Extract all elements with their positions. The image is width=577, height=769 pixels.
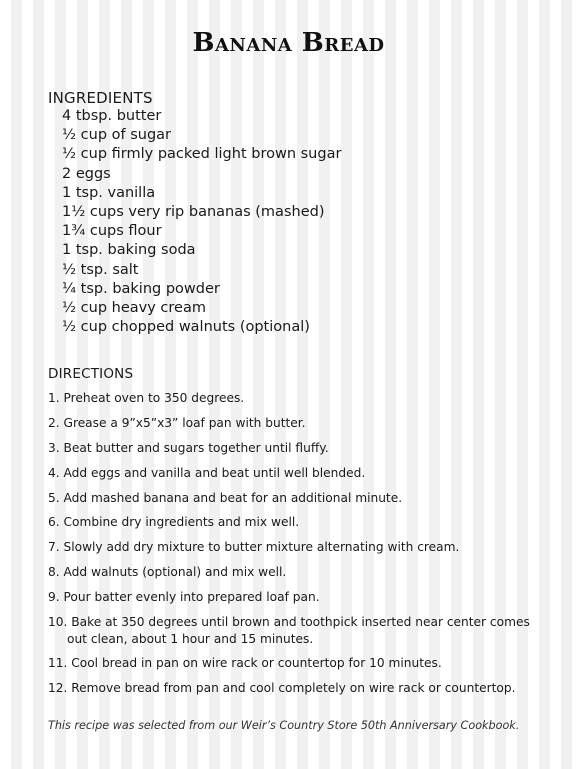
directions-heading: DIRECTIONS xyxy=(48,366,134,382)
directions-list xyxy=(48,390,538,705)
ingredient-item: 1 tsp. baking soda xyxy=(62,242,196,259)
ingredient-item: ½ tsp. salt xyxy=(62,261,139,278)
direction-step: 1. Preheat oven to 350 degrees. xyxy=(48,391,245,405)
ingredient-item: 1¾ cups flour xyxy=(62,223,162,240)
ingredients-list xyxy=(62,107,341,337)
direction-step: 8. Add walnuts (optional) and mix well. xyxy=(48,565,287,580)
direction-step: 12. Remove bread from pan and cool completely on wire rack or countertop. xyxy=(48,681,516,696)
recipe-title: Banana Bread xyxy=(192,28,385,58)
direction-step: 3. Beat butter and sugars together until fluffy. xyxy=(48,440,329,455)
ingredient-item: ½ cup chopped walnuts (optional) xyxy=(62,319,310,336)
direction-step: 10. Bake at 350 degrees until brown and toothpick inserted near center comes out clean, about 1 hour and 15 minutes. xyxy=(48,615,530,646)
ingredient-item: ½ cup firmly packed light brown sugar xyxy=(62,146,342,163)
direction-step: 2. Grease a 9”x5”x3” loaf pan with butter. xyxy=(48,415,306,430)
ingredient-item: ½ cup of sugar xyxy=(62,127,172,144)
recipe-source-note: This recipe was selected from our Weir’s Country Store 50th Anniversary Cookbook. xyxy=(48,719,520,732)
ingredient-item: ½ cup heavy cream xyxy=(62,300,206,317)
ingredient-item: 2 eggs xyxy=(62,165,111,182)
direction-step: 6. Combine dry ingredients and mix well. xyxy=(48,515,300,530)
ingredient-item: 4 tbsp. butter xyxy=(62,108,162,124)
direction-step: 11. Cool bread in pan on wire rack or countertop for 10 minutes. xyxy=(48,656,442,671)
direction-step: 7. Slowly add dry mixture to butter mixture alternating with cream. xyxy=(48,540,460,555)
ingredient-item: 1½ cups very rip bananas (mashed) xyxy=(62,204,325,221)
direction-step: 9. Pour batter evenly into prepared loaf pan. xyxy=(48,590,320,605)
direction-step: 5. Add mashed banana and beat for an additional minute. xyxy=(48,490,403,505)
ingredients-heading: INGREDIENTS xyxy=(48,89,153,107)
ingredient-item: ¼ tsp. baking powder xyxy=(62,280,220,297)
direction-step: 4. Add eggs and vanilla and beat until well blended. xyxy=(48,465,366,480)
ingredient-item: 1 tsp. vanilla xyxy=(62,184,156,201)
